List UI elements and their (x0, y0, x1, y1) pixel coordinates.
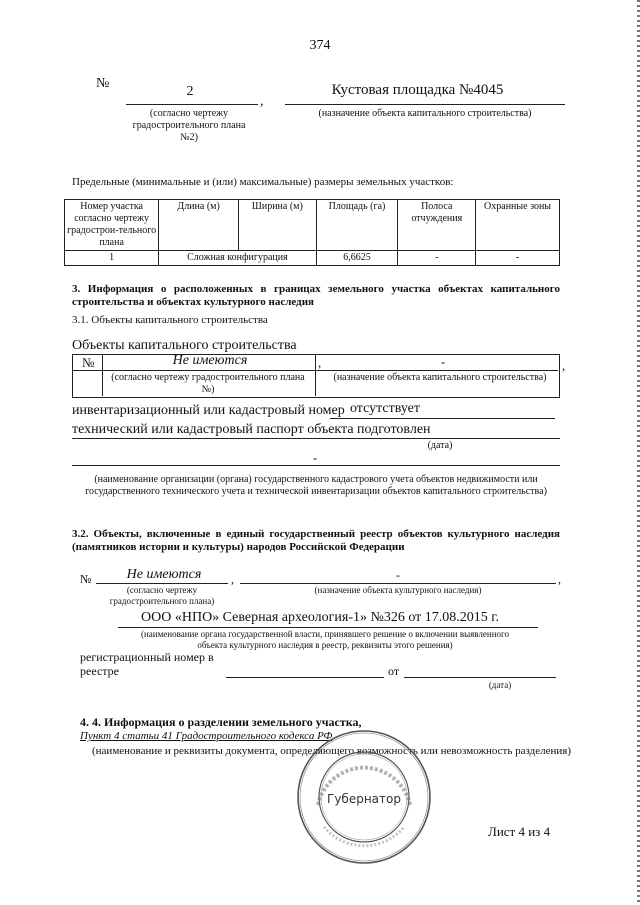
col-header: Площадь (га) (316, 200, 398, 251)
col-header: Длина (м) (159, 200, 239, 251)
plan-number: 2 (186, 84, 194, 99)
page-number: 374 (309, 38, 331, 53)
object-name: Кустовая площадка №4045 (331, 82, 504, 98)
section4-heading: 4. 4. Информация о разделении земельного участка, (80, 715, 362, 729)
okn-purpose-caption: (назначение объекта культурного наследия) (314, 585, 482, 595)
underline (72, 465, 560, 466)
reg-label-2: реестре (80, 664, 119, 678)
decision: ООО «НПО» Северная археология-1» №326 от 17.08.2015 г. (141, 610, 499, 625)
plan-number-caption: (согласно чертежу градостроительного плана №2) (132, 108, 246, 143)
org-caption: (наименование организации (органа) государственного кадастрового учета объектов недвижимости или государственного технического учета и технической инвентаризации объектов капитального строительства) (85, 474, 547, 497)
oks-no-label: № (82, 355, 95, 370)
reg-date-caption: (дата) (488, 680, 512, 690)
seal-center-text: Губернатор (327, 792, 401, 806)
table-cell: 1 (65, 251, 159, 266)
oks-purpose-caption: (назначение объекта капитального строительства) (333, 372, 547, 383)
reg-label-1: регистрационный номер в (80, 650, 214, 664)
sizes-intro: Предельные (минимальные и (или) максимальные) размеры земельных участков: (72, 176, 454, 188)
underline (330, 418, 555, 419)
object-caption: (назначение объекта капитального строительства) (318, 108, 532, 119)
section31-title: 3.1. Объекты капитального строительства (72, 314, 268, 326)
org-dash: - (312, 450, 318, 465)
col-header: Полоса отчуждения (398, 200, 476, 251)
oks-title: Объекты капитального строительства (72, 338, 297, 353)
okn-value: Не имеются (126, 567, 202, 582)
date-caption: (дата) (427, 440, 453, 451)
table-cell: 6,6625 (316, 251, 398, 266)
from-label: от (388, 664, 400, 678)
underline (404, 677, 556, 678)
comma: , (260, 94, 264, 109)
section32-title: 3.2. Объекты, включенные в единый государственный реестр объектов культурного наследия (памятников истории и культуры) народов Российской Федерации (72, 528, 560, 553)
col-header: Номер участка согласно чертежу градострои-тельного плана (65, 200, 159, 251)
comma: , (231, 572, 234, 586)
divider (102, 354, 103, 396)
divider (315, 354, 316, 396)
sheet-number: Лист 4 из 4 (488, 824, 551, 839)
seal-stamp (294, 727, 434, 867)
col-header: Ширина (м) (238, 200, 316, 251)
table-cell: - (398, 251, 476, 266)
underline (126, 104, 258, 105)
underline (72, 370, 558, 371)
section4-caption: (наименование и реквизиты документа, определяющего возможность или невозможность разделения) (92, 745, 571, 757)
comma: , (558, 572, 561, 586)
sizes-table (64, 199, 560, 266)
oks-value: Не имеются (172, 353, 248, 368)
section4-basis: Пункт 4 статьи 41 Градостроительного кодекса РФ (80, 730, 333, 742)
underline (226, 677, 384, 678)
inv-value: отсутствует (349, 401, 421, 416)
section3-heading: 3. Информация о расположенных в границах земельного участка объектах капитального строительства и объектах культурного наследия (72, 283, 560, 308)
col-header: Охранные зоны (476, 200, 560, 251)
inv-label: инвентаризационный или кадастровый номер (72, 403, 345, 418)
okn-no-label: № (80, 572, 92, 586)
oks-dash: - (440, 354, 446, 369)
underline (285, 104, 565, 105)
comma: , (318, 355, 322, 370)
okn-dash: - (396, 568, 400, 582)
passport-label: технический или кадастровый паспорт объекта подготовлен (72, 422, 431, 437)
comma: , (562, 358, 566, 373)
underline (96, 583, 228, 584)
table-cell: - (476, 251, 560, 266)
table-cell: Сложная конфигурация (159, 251, 316, 266)
decision-caption: (наименование органа государственной власти, принявшего решение о включении выявленного объекта культурного наследия в реестр, реквизиты этого решения) (140, 629, 510, 650)
oks-no-caption: (согласно чертежу градостроительного плана №) (111, 372, 305, 395)
underline (118, 627, 538, 628)
underline (240, 583, 556, 584)
no-label: № (96, 76, 110, 91)
okn-no-caption: (согласно чертежу градостроительного плана) (109, 585, 215, 606)
underline (72, 438, 560, 439)
